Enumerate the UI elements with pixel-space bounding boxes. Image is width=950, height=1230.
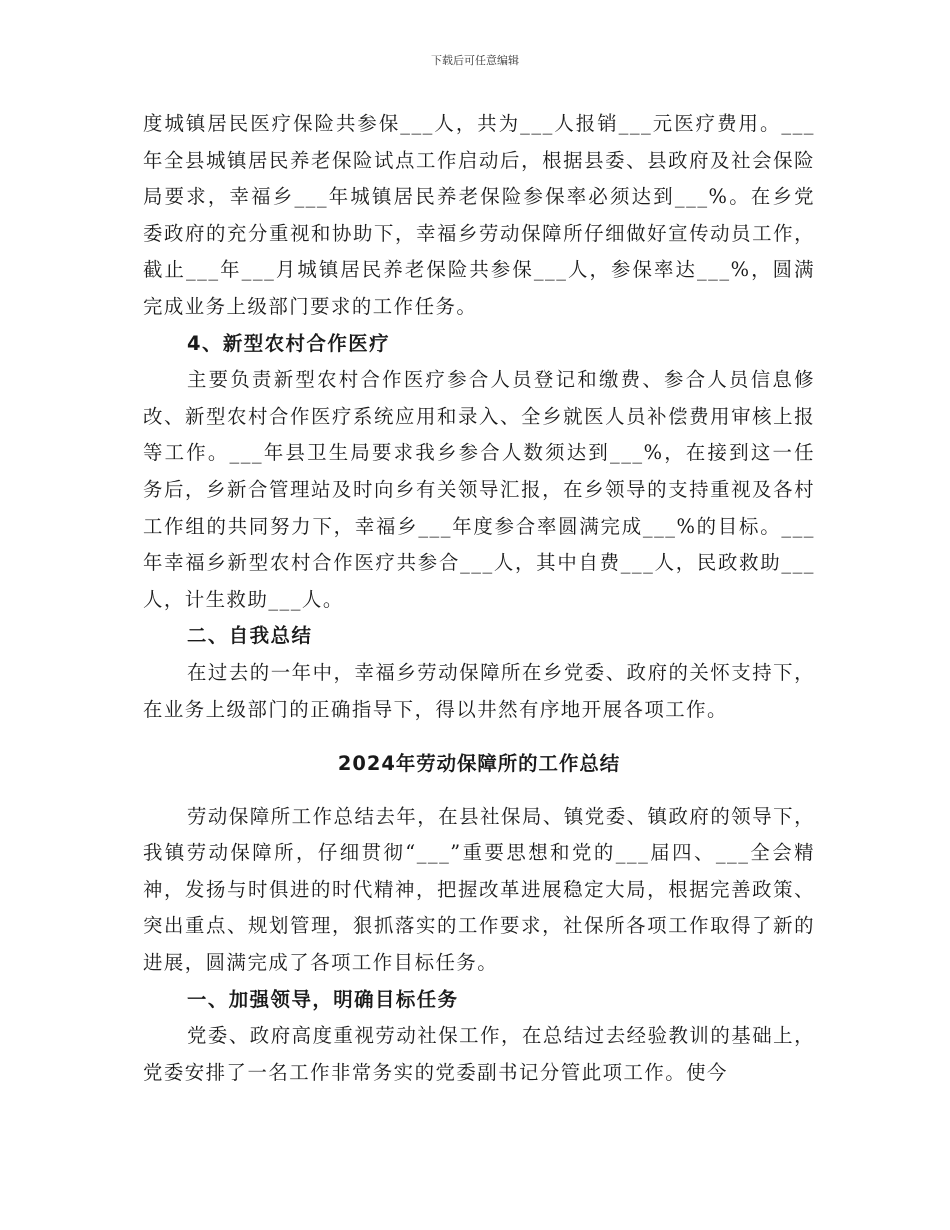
paragraph-intro: 劳动保障所工作总结去年，在县社保局、镇党委、镇政府的领导下，我镇劳动保障所，仔细贯彻“___”重要思想和党的___届四、___全会精神，发扬与时俱进的时代精神，把握改革进展稳定大局，根据完善政策、突出重点、规划管理，狠抓落实的工作要求，社保所各项工作取得了新的进展，圆满完成了各项工作目标任务。 (143, 804, 815, 975)
paragraph-urban-insurance: 度城镇居民医疗保险共参保___人，共为___人报销___元医疗费用。___年全县城镇居民养老保险试点工作启动后，根据县委、县政府及社会保险局要求，幸福乡___年城镇居民养老保险参保率必须达到___%。在乡党委政府的充分重视和协助下，幸福乡劳动保障所仔细做好宣传动员工作，截止___年___月城镇居民养老保险共参保___人，参保率达___%，圆满完成业务上级部门要求的工作任务。 (143, 112, 815, 318)
heading-strengthen-leadership: 一、加强领导，明确目标任务 (187, 987, 459, 1011)
paragraph-leadership: 党委、政府高度重视劳动社保工作，在总结过去经验教训的基础上，党委安排了一名工作非常务实的党委副书记分管此项工作。使今 (143, 1024, 815, 1084)
document-body (143, 106, 815, 1091)
heading-rural-cooperative-medical: 4、新型农村合作医疗 (187, 331, 391, 355)
heading-self-summary: 二、自我总结 (187, 624, 313, 648)
document-title: 2024年劳动保障所的工作总结 (337, 752, 621, 776)
paragraph-rural-cooperative-medical: 主要负责新型农村合作医疗参合人员登记和缴费、参合人员信息修改、新型农村合作医疗系统应用和录入、全乡就医人员补偿费用审核上报等工作。___年县卫生局要求我乡参合人数须达到___%，在接到这一任务后，乡新合管理站及时向乡有关领导汇报，在乡领导的支持重视及各村工作组的共同努力下，幸福乡___年度参合率圆满完成___%的目标。___年幸福乡新型农村合作医疗共参合___人，其中自费___人，民政救助___人，计生救助___人。 (143, 368, 815, 611)
page-header: 下载后可任意编辑 (431, 54, 519, 67)
paragraph-self-summary: 在过去的一年中，幸福乡劳动保障所在乡党委、政府的关怀支持下，在业务上级部门的正确指导下，得以井然有序地开展各项工作。 (143, 660, 815, 721)
